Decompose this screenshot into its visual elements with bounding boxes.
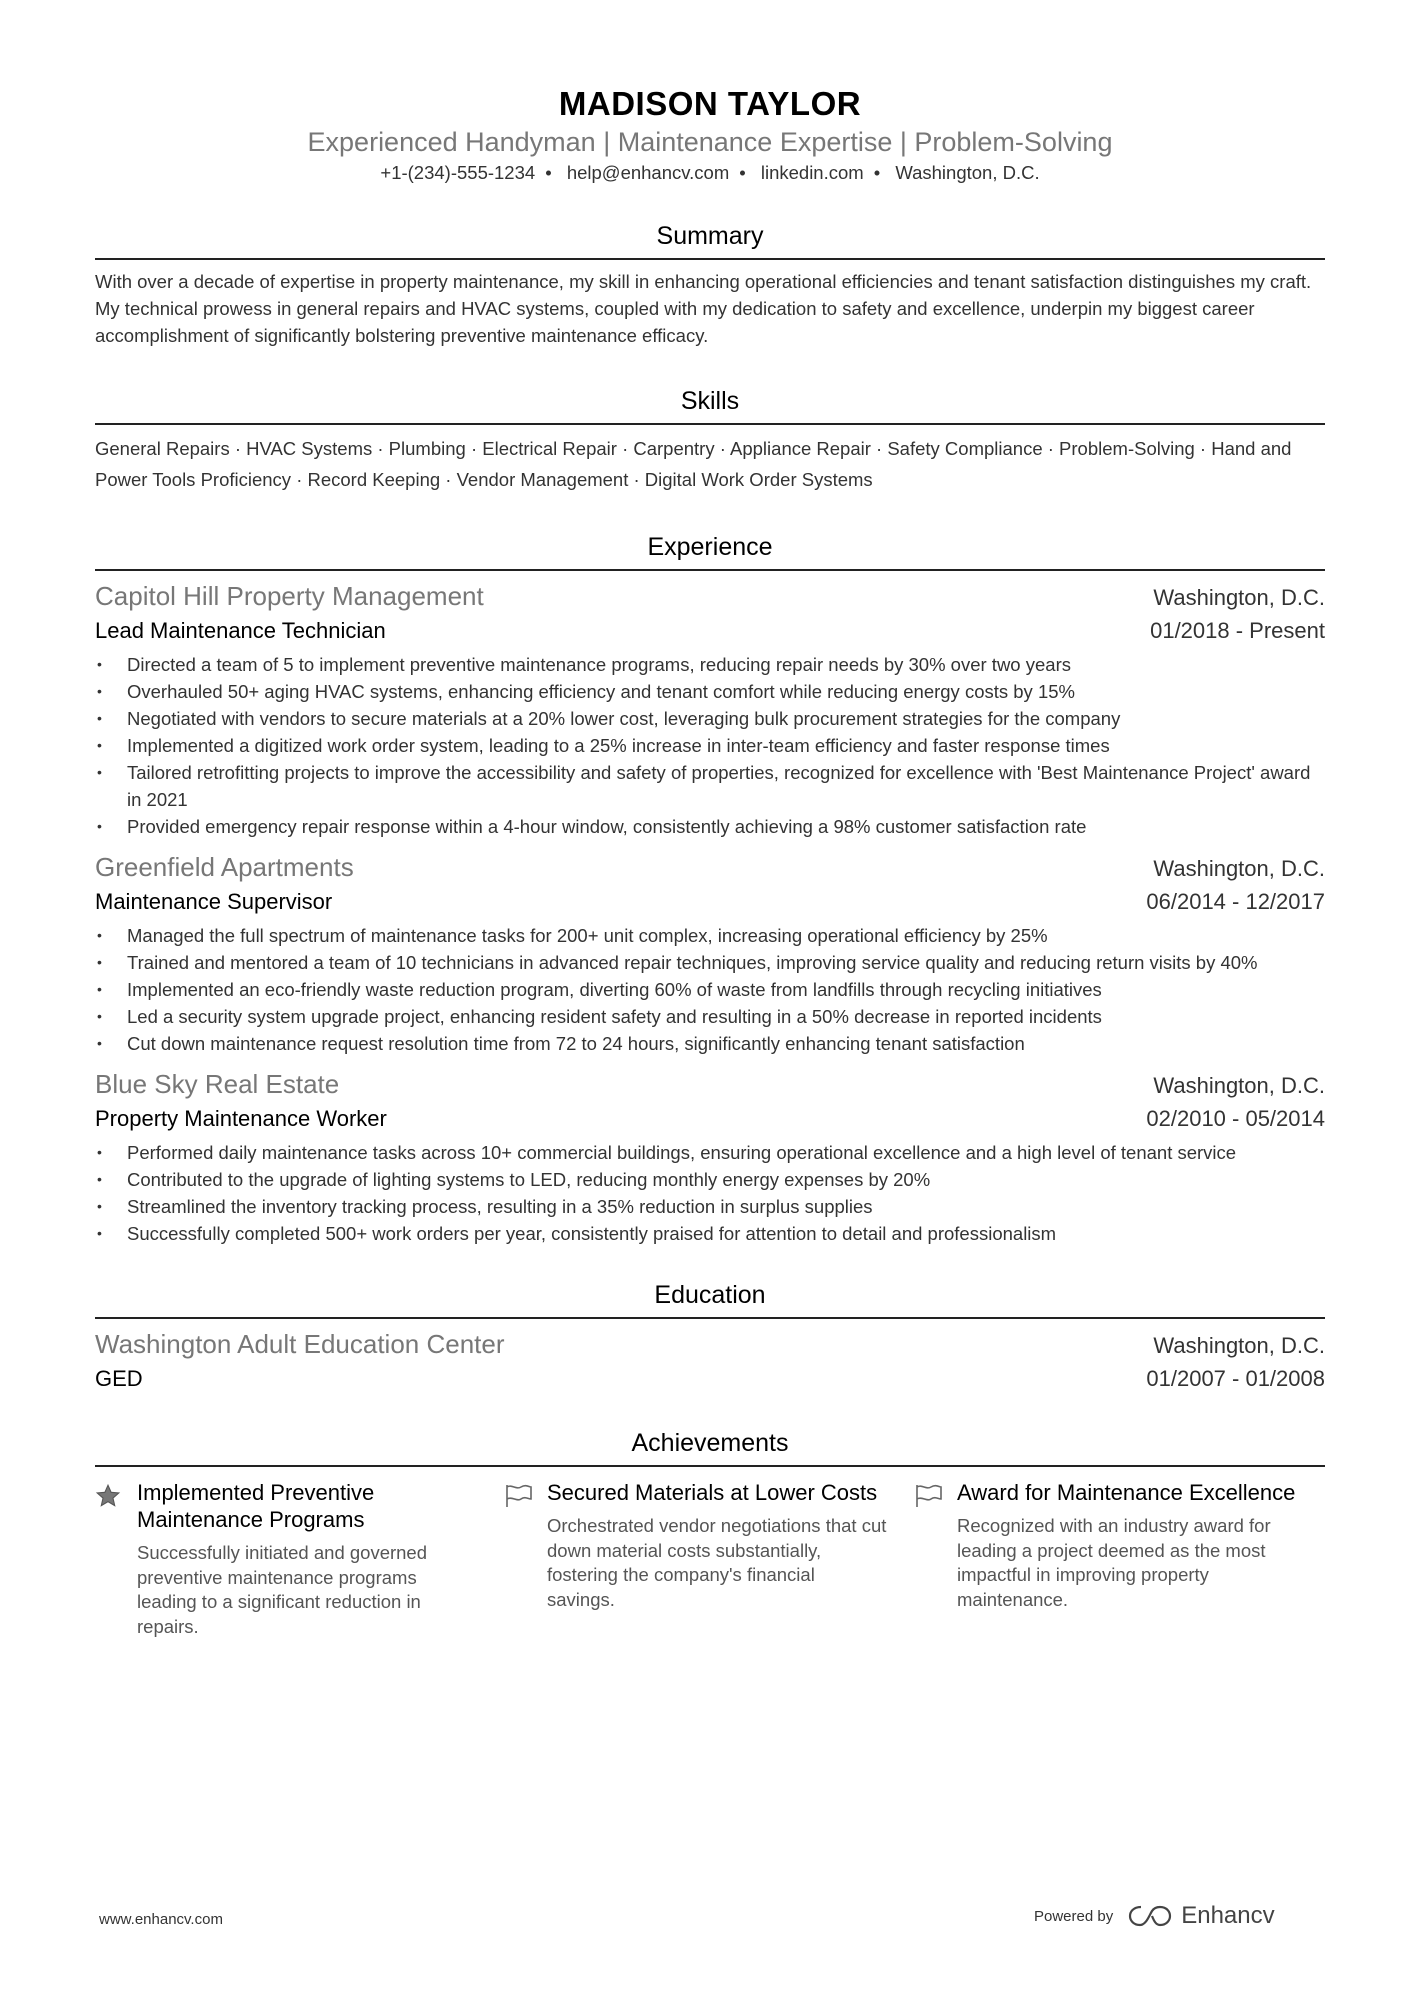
summary-heading: Summary xyxy=(95,220,1325,260)
bullet-item: • Directed a team of 5 to implement preventive maintenance programs, reducing repair needs by 30% over two years xyxy=(95,651,1325,678)
bullet-item: • Tailored retrofitting projects to improve the accessibility and safety of properties, recognized for excellence with 'Best Maintenance Project' award in 2021 xyxy=(95,759,1325,813)
achievement-item xyxy=(505,1475,915,1639)
bullet-item: • Performed daily maintenance tasks across 10+ commercial buildings, ensuring operational excellence and a high level of tenant service xyxy=(95,1139,1325,1166)
bullet-item: • Managed the full spectrum of maintenance tasks for 200+ unit complex, increasing operational efficiency by 25% xyxy=(95,922,1325,949)
achievement-title: Secured Materials at Lower Costs xyxy=(547,1480,878,1505)
resume xyxy=(95,84,1325,1639)
degree: GED xyxy=(95,1366,143,1391)
achievement-title: Implemented Preventive Maintenance Programs xyxy=(137,1480,375,1532)
contact-info: +1-(234)-555-1234 • help@enhancv.com • linkedin.com • Washington, D.C. xyxy=(380,162,1040,183)
school-location: Washington, D.C. xyxy=(1153,1333,1325,1358)
achievement-item xyxy=(95,1475,505,1639)
bullet-item: • Overhauled 50+ aging HVAC systems, enhancing efficiency and tenant comfort while reducing energy costs by 15% xyxy=(95,678,1325,705)
email-link[interactable]: help@enhancv.com xyxy=(566,162,730,183)
job-location: Washington, D.C. xyxy=(1153,1073,1325,1098)
job-title: Maintenance Supervisor xyxy=(95,889,333,914)
skills-heading: Skills xyxy=(95,385,1325,425)
job-location: Washington, D.C. xyxy=(1153,856,1325,881)
achievement-title: Award for Maintenance Excellence xyxy=(957,1480,1296,1505)
phone: +1-(234)-555-1234 xyxy=(380,162,536,183)
company-name: Blue Sky Real Estate xyxy=(95,1069,340,1099)
achievement-desc: Successfully initiated and governed preventive maintenance programs leading to a significant reduction in repairs. xyxy=(137,1542,428,1637)
bullet-item: • Led a security system upgrade project, enhancing resident safety and resulting in a 50% decrease in reported incidents xyxy=(95,1003,1325,1030)
bullet-item: • Successfully completed 500+ work orders per year, consistently praised for attention to detail and professionalism xyxy=(95,1220,1325,1247)
linkedin-link[interactable]: linkedin.com xyxy=(760,162,864,183)
achievement-item xyxy=(915,1475,1325,1639)
skills-list: General Repairs · HVAC Systems · Plumbing · Electrical Repair · Carpentry · Appliance Repair · Safety Compliance · Problem-Solving · Hand and Power Tools Proficiency · Record Keeping · Vendor Management · Digital Work Order Systems xyxy=(95,438,1292,490)
job-title: Lead Maintenance Technician xyxy=(95,618,386,643)
experience-entry xyxy=(95,579,1325,840)
bullet-item: • Trained and mentored a team of 10 technicians in advanced repair techniques, improving service quality and reducing return visits by 40% xyxy=(95,949,1325,976)
bullet-item: • Negotiated with vendors to secure materials at a 20% lower cost, leveraging bulk procurement strategies for the company xyxy=(95,705,1325,732)
education-entry xyxy=(95,1327,1325,1395)
flag-icon xyxy=(915,1479,957,1639)
website-link[interactable]: www.enhancv.com xyxy=(99,1911,223,1928)
enhancv-logo-icon xyxy=(1127,1903,1175,1929)
experience-list xyxy=(95,579,1325,1247)
bullet-list xyxy=(95,1139,1325,1247)
experience-heading: Experience xyxy=(95,531,1325,571)
experience-entry xyxy=(95,850,1325,1057)
school-name: Washington Adult Education Center xyxy=(95,1329,505,1359)
education-dates: 01/2007 - 01/2008 xyxy=(1146,1366,1325,1391)
bullet-item: • Streamlined the inventory tracking process, resulting in a 35% reduction in surplus supplies xyxy=(95,1193,1325,1220)
job-dates: 06/2014 - 12/2017 xyxy=(1146,889,1325,914)
location: Washington, D.C. xyxy=(895,162,1040,183)
brand-name: Enhancv xyxy=(1181,1902,1275,1929)
education-heading: Education xyxy=(95,1279,1325,1319)
bullet-item: • Implemented a digitized work order system, leading to a 25% increase in inter-team efficiency and faster response times xyxy=(95,732,1325,759)
job-dates: 01/2018 - Present xyxy=(1150,618,1325,643)
achievements-heading: Achievements xyxy=(95,1427,1325,1467)
powered-label: Powered by xyxy=(1034,1907,1114,1925)
company-name: Capitol Hill Property Management xyxy=(95,581,484,611)
flag-icon xyxy=(505,1479,547,1639)
star-icon xyxy=(95,1479,137,1639)
candidate-name: MADISON TAYLOR xyxy=(558,85,862,122)
achievements-list xyxy=(95,1475,1325,1639)
headline: Experienced Handyman | Maintenance Expertise | Problem-Solving xyxy=(307,127,1113,157)
job-title: Property Maintenance Worker xyxy=(95,1106,387,1131)
bullet-item: • Provided emergency repair response within a 4-hour window, consistently achieving a 98% customer satisfaction rate xyxy=(95,813,1325,840)
powered-by xyxy=(1034,1902,1275,1930)
experience-entry xyxy=(95,1067,1325,1247)
achievement-desc: Recognized with an industry award for leading a project deemed as the most impactful in improving property maintenance. xyxy=(957,1515,1271,1610)
bullet-list xyxy=(95,922,1325,1057)
bullet-item: • Contributed to the upgrade of lighting systems to LED, reducing monthly energy expenses by 20% xyxy=(95,1166,1325,1193)
bullet-item: • Cut down maintenance request resolution time from 72 to 24 hours, significantly enhancing tenant satisfaction xyxy=(95,1030,1325,1057)
bullet-list xyxy=(95,651,1325,840)
achievement-desc: Orchestrated vendor negotiations that cut down material costs substantially, fostering the company's financial savings. xyxy=(547,1515,887,1610)
company-name: Greenfield Apartments xyxy=(95,852,354,882)
summary-text: With over a decade of expertise in property maintenance, my skill in enhancing operational efficiencies and tenant satisfaction distinguishes my craft. My technical prowess in general repairs and HVAC systems, coupled with my dedication to safety and excellence, underpin my biggest career accomplishment of significantly bolstering preventive maintenance efficacy. xyxy=(95,271,1312,346)
bullet-item: • Implemented an eco-friendly waste reduction program, diverting 60% of waste from landfills through recycling initiatives xyxy=(95,976,1325,1003)
job-dates: 02/2010 - 05/2014 xyxy=(1146,1106,1325,1131)
job-location: Washington, D.C. xyxy=(1153,585,1325,610)
brand-logo[interactable] xyxy=(1127,1902,1274,1930)
